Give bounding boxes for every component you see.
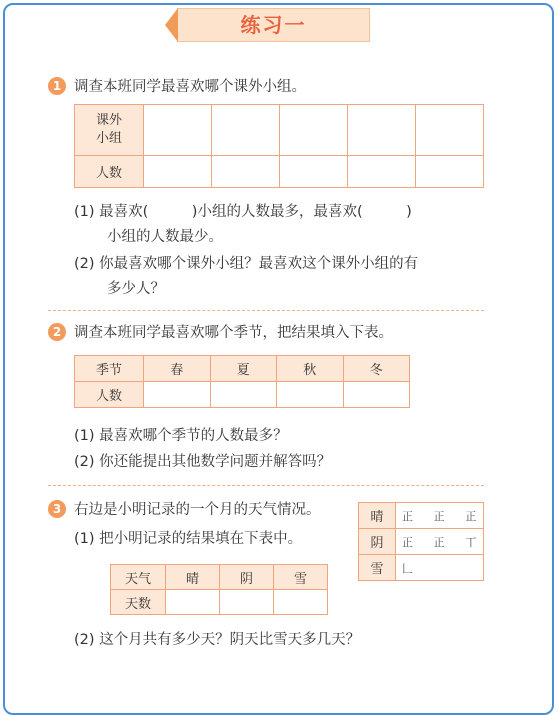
q3-table-cell[interactable] [274,590,328,615]
q1-table-cell[interactable] [348,156,416,188]
q2-table-cell[interactable] [210,382,277,408]
q2-table-cell[interactable] [277,382,344,408]
q1-sub2-line2: 多少人？ [107,281,165,297]
q2-table-header-spring: 春 [144,356,211,382]
q3-sub2: (2) 这个月共有多少天？阴天比雪天多几天？ [74,632,361,648]
q3-table-header-sunny: 晴 [166,565,220,590]
record-marks-sunny: 正 正 正 [396,503,484,529]
q1-table-cell[interactable] [212,156,280,188]
q1-table-cell[interactable] [416,156,484,188]
q1-sub1-line1: (1) 最喜欢( )小组的人数最多，最喜欢( ) [74,204,412,220]
q1-table-cell[interactable] [144,156,212,188]
record-label-sunny: 晴 [359,503,396,529]
q3-table-header-cloudy: 阴 [220,565,274,590]
q1-table-cell[interactable] [212,105,280,156]
question-3 [48,499,321,521]
question-3-number: 3 [48,500,66,518]
divider [48,485,484,486]
q1-sub1-line2: 小组的人数最少。 [107,229,223,245]
q3-table-header-weather: 天气 [111,565,166,590]
q3-table-header-days: 天数 [111,590,166,615]
q3-table [110,564,328,615]
q1-table-header-group: 课外 小组 [75,105,144,156]
q3-table-header-snow: 雪 [274,565,328,590]
question-2 [48,322,393,344]
q1-table-cell[interactable] [348,105,416,156]
record-label-cloudy: 阴 [359,529,396,555]
record-marks-snow: 𠃊 [396,555,484,581]
question-1-number: 1 [48,77,66,95]
q2-table [74,355,410,408]
q1-table-cell[interactable] [280,156,348,188]
q3-record-table [358,502,484,581]
record-label-snow: 雪 [359,555,396,581]
question-2-number: 2 [48,323,66,341]
divider [48,310,484,311]
q2-sub2: (2) 你还能提出其他数学问题并解答吗？ [74,454,332,470]
q1-table-cell[interactable] [144,105,212,156]
page-title: 练习一 [240,13,307,37]
title-banner [165,8,370,42]
question-3-text: 右边是小明记录的一个月的天气情况。 [74,502,321,518]
q1-table-header-count: 人数 [75,156,144,188]
question-2-text: 调查本班同学最喜欢哪个季节，把结果填入下表。 [74,325,393,341]
q2-table-header-count: 人数 [75,382,144,408]
q2-table-cell[interactable] [343,382,410,408]
q2-table-cell[interactable] [144,382,211,408]
q1-table-cell[interactable] [280,105,348,156]
question-1-text: 调查本班同学最喜欢哪个课外小组。 [74,79,306,95]
q1-table-cell[interactable] [416,105,484,156]
record-marks-cloudy: 正 正 丅 [396,529,484,555]
q3-sub1: (1) 把小明记录的结果填在下表中。 [74,531,303,547]
q2-table-header-summer: 夏 [210,356,277,382]
q1-table [74,104,484,188]
q3-table-cell[interactable] [166,590,220,615]
q2-table-header-season: 季节 [75,356,144,382]
q2-table-header-autumn: 秋 [277,356,344,382]
q3-table-cell[interactable] [220,590,274,615]
q2-table-header-winter: 冬 [343,356,410,382]
q2-sub1: (1) 最喜欢哪个季节的人数最多？ [74,428,288,444]
question-1 [48,76,306,98]
q1-sub2-line1: (2) 你最喜欢哪个课外小组？最喜欢这个课外小组的有 [74,256,419,272]
